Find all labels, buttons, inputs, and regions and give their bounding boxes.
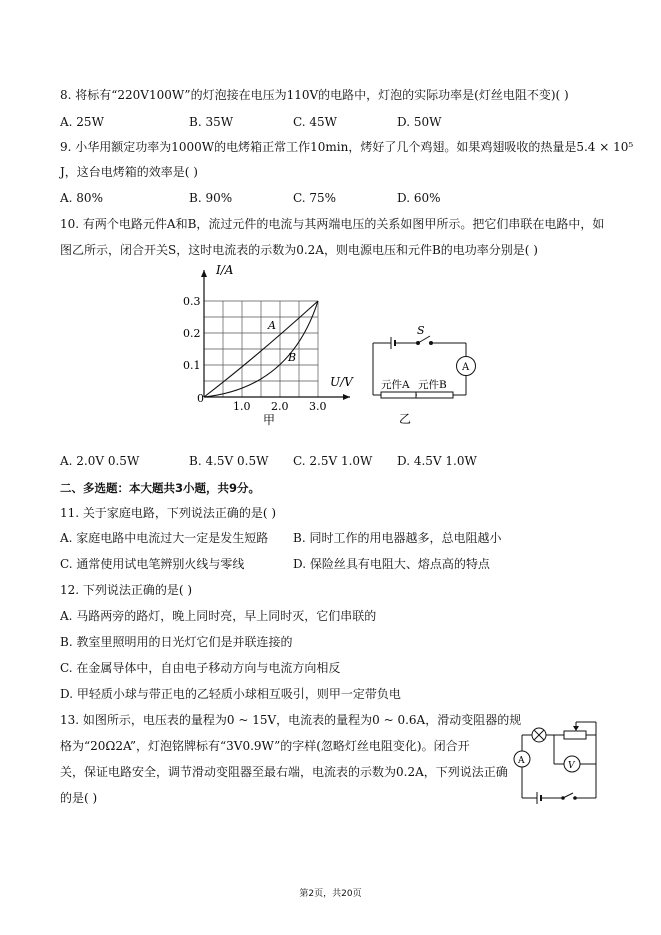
q10-stem-line2: 图乙所示，闭合开关S，这时电流表的示数为0.2A，则电源电压和元件B的电功率分别是( ) [60, 243, 538, 257]
q13-circuit-diagram [510, 718, 605, 808]
element-b-resistor [416, 392, 453, 398]
q12-option-a: A. 马路两旁的路灯，晚上同时亮，早上同时灭，它们串联的 [60, 609, 377, 623]
y-tick-0-1: 0.1 [183, 359, 201, 372]
curve-a-label: A [268, 319, 276, 332]
q8-option-a: A. 25W [60, 115, 104, 129]
q11-option-c: C. 通常使用试电笔辨别火线与零线 [60, 557, 245, 571]
x-tick-1-0: 1.0 [233, 400, 251, 413]
y-tick-0-2: 0.2 [183, 327, 201, 340]
q13-switch-lever [563, 793, 573, 798]
graph-caption: 甲 [263, 413, 276, 427]
origin-label: 0 [197, 392, 204, 405]
y-axis-arrow-icon [201, 270, 207, 277]
q12-option-c: C. 在金属导体中，自由电子移动方向与电流方向相反 [60, 661, 341, 675]
switch-label: S [417, 324, 425, 337]
element-b-label: 元件B [418, 379, 447, 391]
switch-lever [418, 336, 430, 343]
q13-line3: 关，保证电路安全，调节滑动变阻器至最右端，电流表的示数为0.2A，下列说法正确 [60, 765, 508, 779]
q12-option-b: B. 教室里照明用的日光灯它们是并联连接的 [60, 635, 293, 649]
q9-stem-line1: 9. 小华用额定功率为1000W的电烤箱正常工作10min，烤好了几个鸡翅。如果鸡翅吸收的热量是5.4 × 10⁵ [60, 140, 634, 154]
y-tick-0-3: 0.3 [183, 295, 201, 308]
element-a-resistor [381, 392, 416, 398]
q11-option-b: B. 同时工作的用电器越多，总电阻越小 [293, 531, 502, 545]
x-tick-2-0: 2.0 [271, 400, 289, 413]
slider-arrow-icon [573, 726, 579, 731]
element-a-label: 元件A [381, 379, 410, 391]
q9-option-c: C. 75% [293, 191, 337, 205]
circuit-caption: 乙 [399, 412, 412, 426]
q10-option-b: B. 4.5V 0.5W [189, 454, 269, 468]
q12-stem: 12. 下列说法正确的是( ) [60, 583, 193, 597]
q9-option-a: A. 80% [60, 191, 103, 205]
x-axis-label: U/V [330, 375, 353, 389]
q9-option-d: D. 60% [397, 191, 441, 205]
rheostat-symbol [564, 731, 586, 739]
q8-option-c: C. 45W [293, 115, 337, 129]
q13-line4: 的是( ) [60, 791, 98, 805]
q10-option-d: D. 4.5V 1.0W [397, 454, 477, 468]
graph-grid [204, 301, 318, 397]
q10-option-a: A. 2.0V 0.5W [60, 454, 140, 468]
q13-line2: 格为“20Ω2A”，灯泡铭牌标有“3V0.9W”的字样(忽略灯丝电阻变化)。闭合开 [60, 739, 470, 753]
section-heading: 二、多选题：本大题共3小题，共9分。 [60, 481, 261, 495]
q13-ammeter-label: A [518, 756, 525, 766]
q10-stem-line1: 10. 有两个电路元件A和B，流过元件的电流与其两端电压的关系如图甲所示。把它们串联在电路中，如 [60, 217, 605, 231]
ammeter-label: A [462, 362, 470, 373]
page-footer: 第2页，共20页 [299, 889, 362, 899]
q12-option-d: D. 甲轻质小球与带正电的乙轻质小球相互吸引，则甲一定带负电 [60, 687, 401, 701]
q9-option-b: B. 90% [189, 191, 233, 205]
q11-option-d: D. 保险丝具有电阻大、熔点高的特点 [293, 557, 490, 571]
q8-option-d: D. 50W [397, 115, 442, 129]
q11-option-a: A. 家庭电路中电流过大一定是发生短路 [60, 531, 269, 545]
iu-graph [180, 258, 360, 428]
q13-voltmeter-label: V [568, 761, 575, 771]
x-axis-arrow-icon [343, 394, 350, 400]
x-tick-3-0: 3.0 [309, 400, 327, 413]
q8-option-b: B. 35W [189, 115, 234, 129]
y-axis-label: I/A [216, 263, 234, 277]
q11-stem: 11. 关于家庭电路，下列说法正确的是( ) [60, 506, 277, 520]
curve-b-label: B [288, 351, 297, 364]
series-circuit-diagram [365, 320, 480, 430]
q13-line1: 13. 如图所示，电压表的量程为0 ~ 15V，电流表的量程为0 ~ 0.6A，滑动变阻器的规 [60, 713, 522, 727]
q8-stem: 8. 将标有“220V100W”的灯泡接在电压为110V的电路中，灯泡的实际功率是(灯丝电阻不变)( ) [60, 88, 569, 102]
q9-stem-line2: J，这台电烤箱的效率是( ) [60, 165, 198, 179]
q10-option-c: C. 2.5V 1.0W [293, 454, 373, 468]
